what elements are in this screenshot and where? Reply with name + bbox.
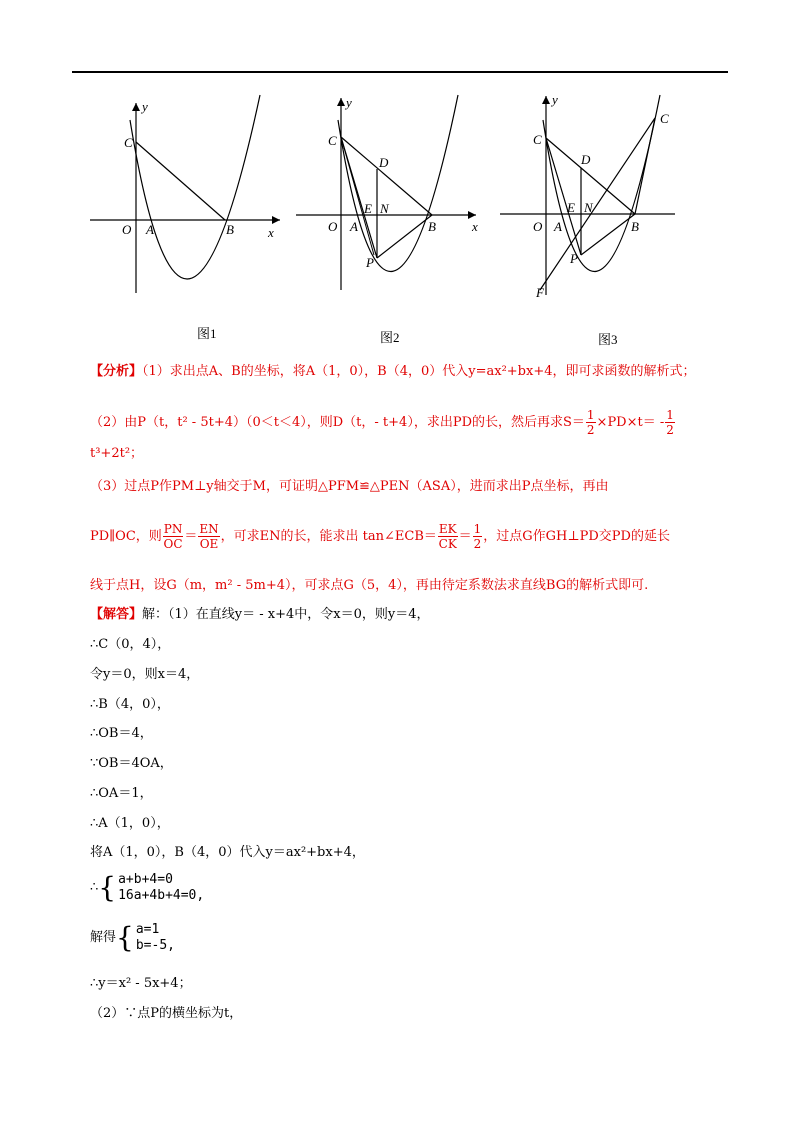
analysis-tag: 【分析】: [90, 364, 143, 379]
fraction-pn-oc: [163, 522, 184, 551]
figure-2-caption: 图2: [380, 330, 400, 345]
x-axis-arrow: [468, 211, 476, 219]
analysis-text-2c: t³+2t²；: [90, 446, 144, 461]
figure-1-graph: [80, 95, 290, 305]
analysis-line-4: [90, 478, 608, 496]
solution-line-8: ∴A（1，0），: [90, 816, 170, 831]
segment-cp-2: [341, 137, 374, 255]
label-x: x: [268, 225, 274, 240]
equation-system-1: [90, 872, 204, 904]
analysis-line-2: [90, 408, 676, 437]
label-e: E: [364, 201, 372, 216]
y-axis-arrow: [337, 98, 345, 106]
fraction-ek-ck: [438, 522, 458, 551]
label-n: N: [584, 200, 593, 215]
line-cb: [136, 142, 225, 220]
fraction-half-1: [586, 408, 596, 437]
left-brace: {: [116, 921, 134, 954]
segment-pb: [377, 215, 432, 258]
left-brace: {: [98, 871, 117, 904]
solution-line-13: （2）∵点P的横坐标为t，: [90, 1006, 243, 1021]
header-rule: [72, 71, 728, 73]
figure-2: [290, 95, 490, 309]
label-o: O: [122, 222, 132, 237]
fraction-denominator: OC: [163, 537, 183, 551]
solution-line-1: [90, 606, 430, 624]
label-g: C: [660, 111, 669, 126]
label-d: D: [379, 155, 389, 170]
equation-2: 16a+4b+4=0,: [118, 888, 205, 903]
fraction-numerator: EN: [199, 522, 219, 536]
label-a: A: [554, 219, 562, 234]
fraction-en-oe: [198, 522, 219, 551]
analysis-text-1: （1）求出点A、B的坐标，将A（1，0），B（4，0）代入y=ax²+bx+4，即可求函数的解析式；: [142, 364, 696, 379]
y-axis-arrow: [132, 103, 140, 111]
solution-line-3: 令y＝0，则x＝4，: [90, 667, 200, 682]
parabola: [543, 95, 660, 271]
solve-label: 解得: [90, 930, 117, 945]
solution-line-6: ∵OB＝4OA，: [90, 756, 173, 771]
system-lines: [118, 872, 204, 904]
solution-tag: 【解答】: [90, 607, 143, 622]
system-lines: [136, 922, 175, 954]
figure-3-graph: [495, 90, 695, 305]
figure-3-caption: 图3: [598, 332, 618, 347]
label-f: F: [536, 285, 544, 300]
analysis-line-6: [90, 577, 648, 595]
fraction-denominator: OE: [199, 537, 219, 551]
fraction-numerator: 1: [586, 408, 595, 422]
equals-sign: ＝: [184, 529, 198, 544]
label-b: B: [631, 219, 639, 234]
fraction-denominator: CK: [438, 537, 457, 551]
fraction-half-2: [665, 408, 675, 437]
label-p: P: [366, 255, 374, 270]
analysis-line-5: [90, 522, 670, 551]
y-axis-arrow: [542, 96, 550, 104]
line-fg: [540, 118, 655, 290]
label-a: A: [350, 219, 358, 234]
analysis-text-5: 线于点H，设G（m，m² - 5m+4），可求点G（5，4），再由待定系数法求直线BG的解析式即可.: [90, 578, 649, 593]
analysis-text-3: （3）过点P作PM⊥y轴交于M，可证明△PFM≌△PEN（ASA），进而求出P点坐标，再由: [90, 479, 609, 494]
label-c: C: [533, 132, 542, 147]
analysis-text-4a: PD∥OC，则: [90, 529, 162, 544]
label-n: N: [380, 201, 389, 216]
fraction-numerator: PN: [163, 522, 183, 536]
label-p: P: [570, 251, 578, 266]
solution-line-9: 将A（1，0），B（4，0）代入y＝ax²+bx+4，: [90, 845, 365, 860]
fraction-numerator: 1: [473, 522, 482, 536]
label-y: y: [346, 95, 352, 110]
label-b: B: [226, 222, 234, 237]
equals-sign: ＝: [458, 529, 472, 544]
label-d: D: [581, 152, 591, 167]
label-c: C: [124, 135, 133, 150]
therefore-symbol: ∴: [90, 880, 99, 895]
fraction-denominator: 2: [473, 537, 482, 551]
label-c: C: [328, 133, 337, 148]
solution-line-7: ∴OA＝1，: [90, 786, 153, 801]
fraction-denominator: 2: [666, 423, 674, 437]
solution-line-12: ∴y＝x² - 5x+4；: [90, 976, 192, 991]
solution-line-4: ∴B（4，0），: [90, 697, 170, 712]
label-a: A: [146, 222, 154, 237]
x-axis-arrow: [272, 216, 280, 224]
analysis-text-2a: （2）由P（t，t² - 5t+4）（0＜t＜4），则D（t，- t+4），求出PD的长，然后再求S＝: [90, 415, 585, 430]
solution-text-1: 解：（1）在直线y＝ - x+4中，令x＝0，则y＝4，: [142, 607, 430, 622]
equation-system-2: [90, 922, 175, 954]
label-e: E: [567, 200, 575, 215]
figure-1: [80, 95, 290, 309]
analysis-line-1: [90, 363, 696, 381]
solution-line-2: ∴C（0，4），: [90, 637, 171, 652]
label-o: O: [533, 219, 543, 234]
figure-1-caption: 图1: [197, 326, 217, 341]
label-y: y: [142, 99, 148, 114]
parabola: [130, 95, 260, 279]
equation-b: b=-5,: [135, 938, 175, 953]
label-y: y: [552, 92, 558, 107]
analysis-line-3: [90, 445, 143, 463]
fraction-denominator: 2: [586, 423, 595, 437]
parabola: [338, 95, 458, 271]
label-o: O: [328, 219, 338, 234]
equation-a: a=1: [135, 922, 160, 937]
solution-line-5: ∴OB＝4，: [90, 726, 153, 741]
figure-3: [495, 90, 695, 309]
analysis-text-2b: ×PD×t＝ -: [596, 415, 665, 430]
figure-2-graph: [290, 95, 490, 305]
label-x: x: [472, 219, 478, 234]
equation-1: a+b+4=0: [118, 872, 173, 887]
analysis-text-4b: ，可求EN的长，能求出 tan∠ECB＝: [220, 529, 437, 544]
fraction-numerator: 1: [666, 408, 674, 422]
fraction-numerator: EK: [438, 522, 457, 536]
analysis-text-4c: ，过点G作GH⊥PD交PD的延长: [483, 529, 670, 544]
label-b: B: [428, 219, 436, 234]
fraction-half-3: [473, 522, 483, 551]
segment-pb: [581, 214, 635, 255]
